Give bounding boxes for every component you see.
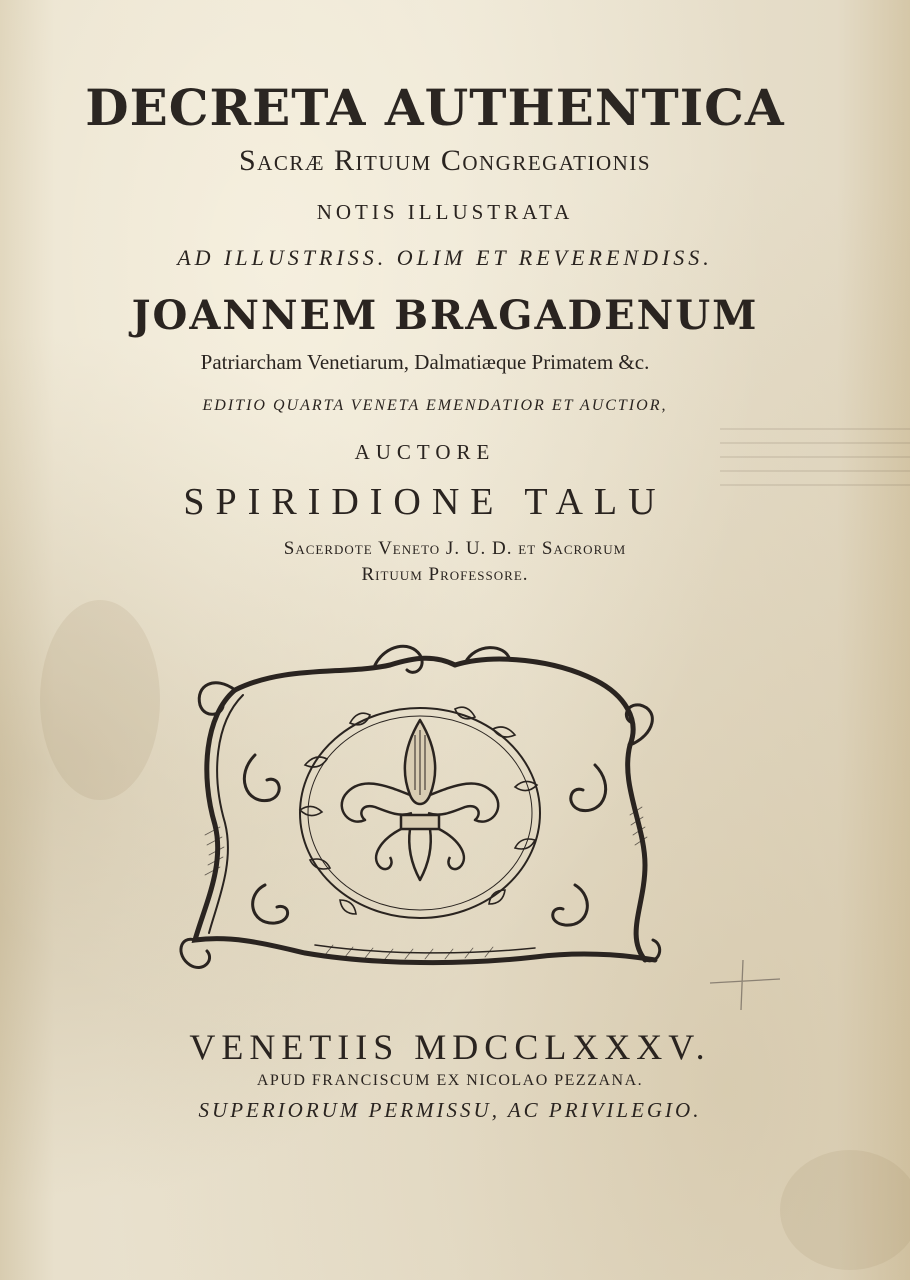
book-subtitle: Sacræ Rituum Congregationis bbox=[238, 144, 652, 177]
notis-line: NOTIS ILLUSTRATA bbox=[316, 200, 574, 224]
dedication-line: AD ILLUSTRISS. OLIM ET REVERENDISS. bbox=[177, 245, 713, 270]
author-title-line-2: Rituum Professore. bbox=[361, 564, 529, 585]
auctore-label: AUCTORE bbox=[354, 440, 496, 464]
printer-ornament bbox=[175, 635, 665, 980]
pencil-cross-mark bbox=[705, 955, 785, 1015]
imprint-place-date: VENETIIS MDCCLXXXV. bbox=[189, 1027, 711, 1067]
imprint-printer: APUD FRANCISCUM EX NICOLAO PEZZANA. bbox=[256, 1072, 644, 1089]
paper-stain bbox=[40, 600, 160, 800]
author-title-line-1: Sacerdote Veneto J. U. D. et Sacrorum bbox=[283, 538, 627, 559]
fleur-de-lis-icon bbox=[342, 720, 498, 880]
author-name: SPIRIDIONE TALU bbox=[183, 481, 667, 523]
dedicatee-title: Patriarcham Venetiarum, Dalmatiæque Primatem &c. bbox=[200, 350, 650, 374]
paper-stain bbox=[780, 1150, 910, 1270]
dedicatee-name: JOANNEM BRAGADENUM bbox=[131, 292, 759, 339]
imprint-permission: SUPERIORUM PERMISSU, AC PRIVILEGIO. bbox=[198, 1098, 702, 1122]
book-title: DECRETA AUTHENTICA bbox=[85, 78, 785, 137]
edition-line: EDITIO QUARTA VENETA EMENDATIOR ET AUCTIOR, bbox=[202, 397, 668, 414]
